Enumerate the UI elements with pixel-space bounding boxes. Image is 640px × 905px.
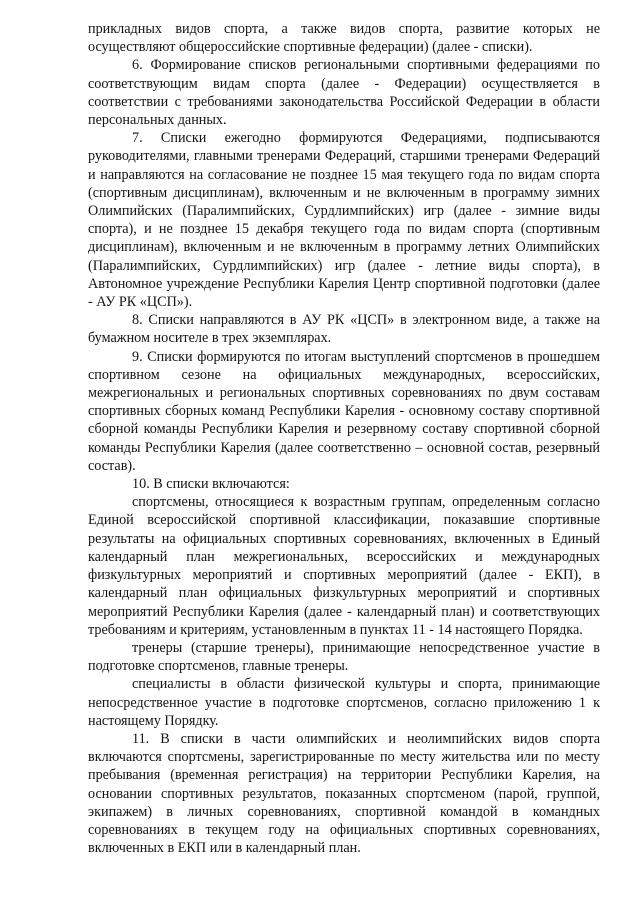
paragraph-10-athletes: спортсмены, относящиеся к возрастным группам, определенным согласно Единой всероссийской спортивной классификации, показавшие спортивные результаты на официальных спортивных соревнованиях, включенных в Единый календарный план межрегиональных, всероссийских и международных физкультурных мероприятий и спортивных мероприятий (далее - ЕКП), в календарный план официальных физкультурных мероприятий и спортивных мероприятий Республики Карелия (далее - календарный план) и соответствующих требованиям и критериям, установленным в пунктах 11 - 14 настоящего Порядка. xyxy=(88,494,600,638)
paragraph-10-specialists: специалисты в области физической культуры и спорта, принимающие непосредственное участие в подготовке спортсменов, согласно приложению 1 к настоящему Порядку. xyxy=(88,676,600,729)
paragraph-8: 8. Списки направляются в АУ РК «ЦСП» в электронном виде, а также на бумажном носителе в трех экземплярах. xyxy=(88,312,600,347)
paragraph-11: 11. В списки в части олимпийских и неолимпийских видов спорта включаются спортсмены, зарегистрированные по месту жительства или по месту пребывания (временная регистрация) на территории Республики Карелия, на основании спортивных результатов, показанных спортсменом (парой, группой, экипажем) в личных соревнованиях, спортивной командой в командных соревнованиях в текущем году на официальных спортивных соревнованиях, включенных в ЕКП или в календарный план. xyxy=(88,730,600,857)
paragraph-continuation: прикладных видов спорта, а также видов спорта, развитие которых не осуществляют общероссийские спортивные федерации) (далее - списки). xyxy=(88,21,600,56)
paragraph-6: 6. Формирование списков региональными спортивными федерациями по соответствующим видам спорта (далее - Федерации) осуществляется в соответствии с требованиями законодательства Российской Федерации в области персональных данных. xyxy=(88,57,600,129)
paragraph-10-coaches: тренеры (старшие тренеры), принимающие непосредственное участие в подготовке спортсменов, главные тренеры. xyxy=(88,639,600,675)
document-body xyxy=(88,20,600,857)
paragraph-9: 9. Списки формируются по итогам выступлений спортсменов в прошедшем спортивном сезоне на официальных международных, всероссийских, межрегиональных и региональных спортивных соревнованиях по двум составам спортивных сборных команд Республики Карелия - основному составу спортивной сборной команды Республики Карелия и резервному составу спортивной сборной команды Республики Карелия (далее соответственно – основной состав, резервный состав). xyxy=(88,348,600,474)
paragraph-7: 7. Списки ежегодно формируются Федерациями, подписываются руководителями, главными тренерами Федераций, старшими тренерами Федераций и направляются на согласование не позднее 15 мая текущего года по видам спорта (спортивным дисциплинам), включенным и не включенным в программу зимних Олимпийских (Паралимпийских, Сурдлимпийских) игр (далее - зимние виды спорта), и не позднее 15 декабря текущего года по видам спорта (спортивным дисциплинам), включенным и не включенным в программу летних Олимпийских (Паралимпийских, Сурдлимпийских) игр (далее - летние виды спорта), в Автономное учреждение Республики Карелия Центр спортивной подготовки (далее - АУ РК «ЦСП»). xyxy=(88,130,600,311)
paragraph-10: 10. В списки включаются: xyxy=(132,476,290,493)
